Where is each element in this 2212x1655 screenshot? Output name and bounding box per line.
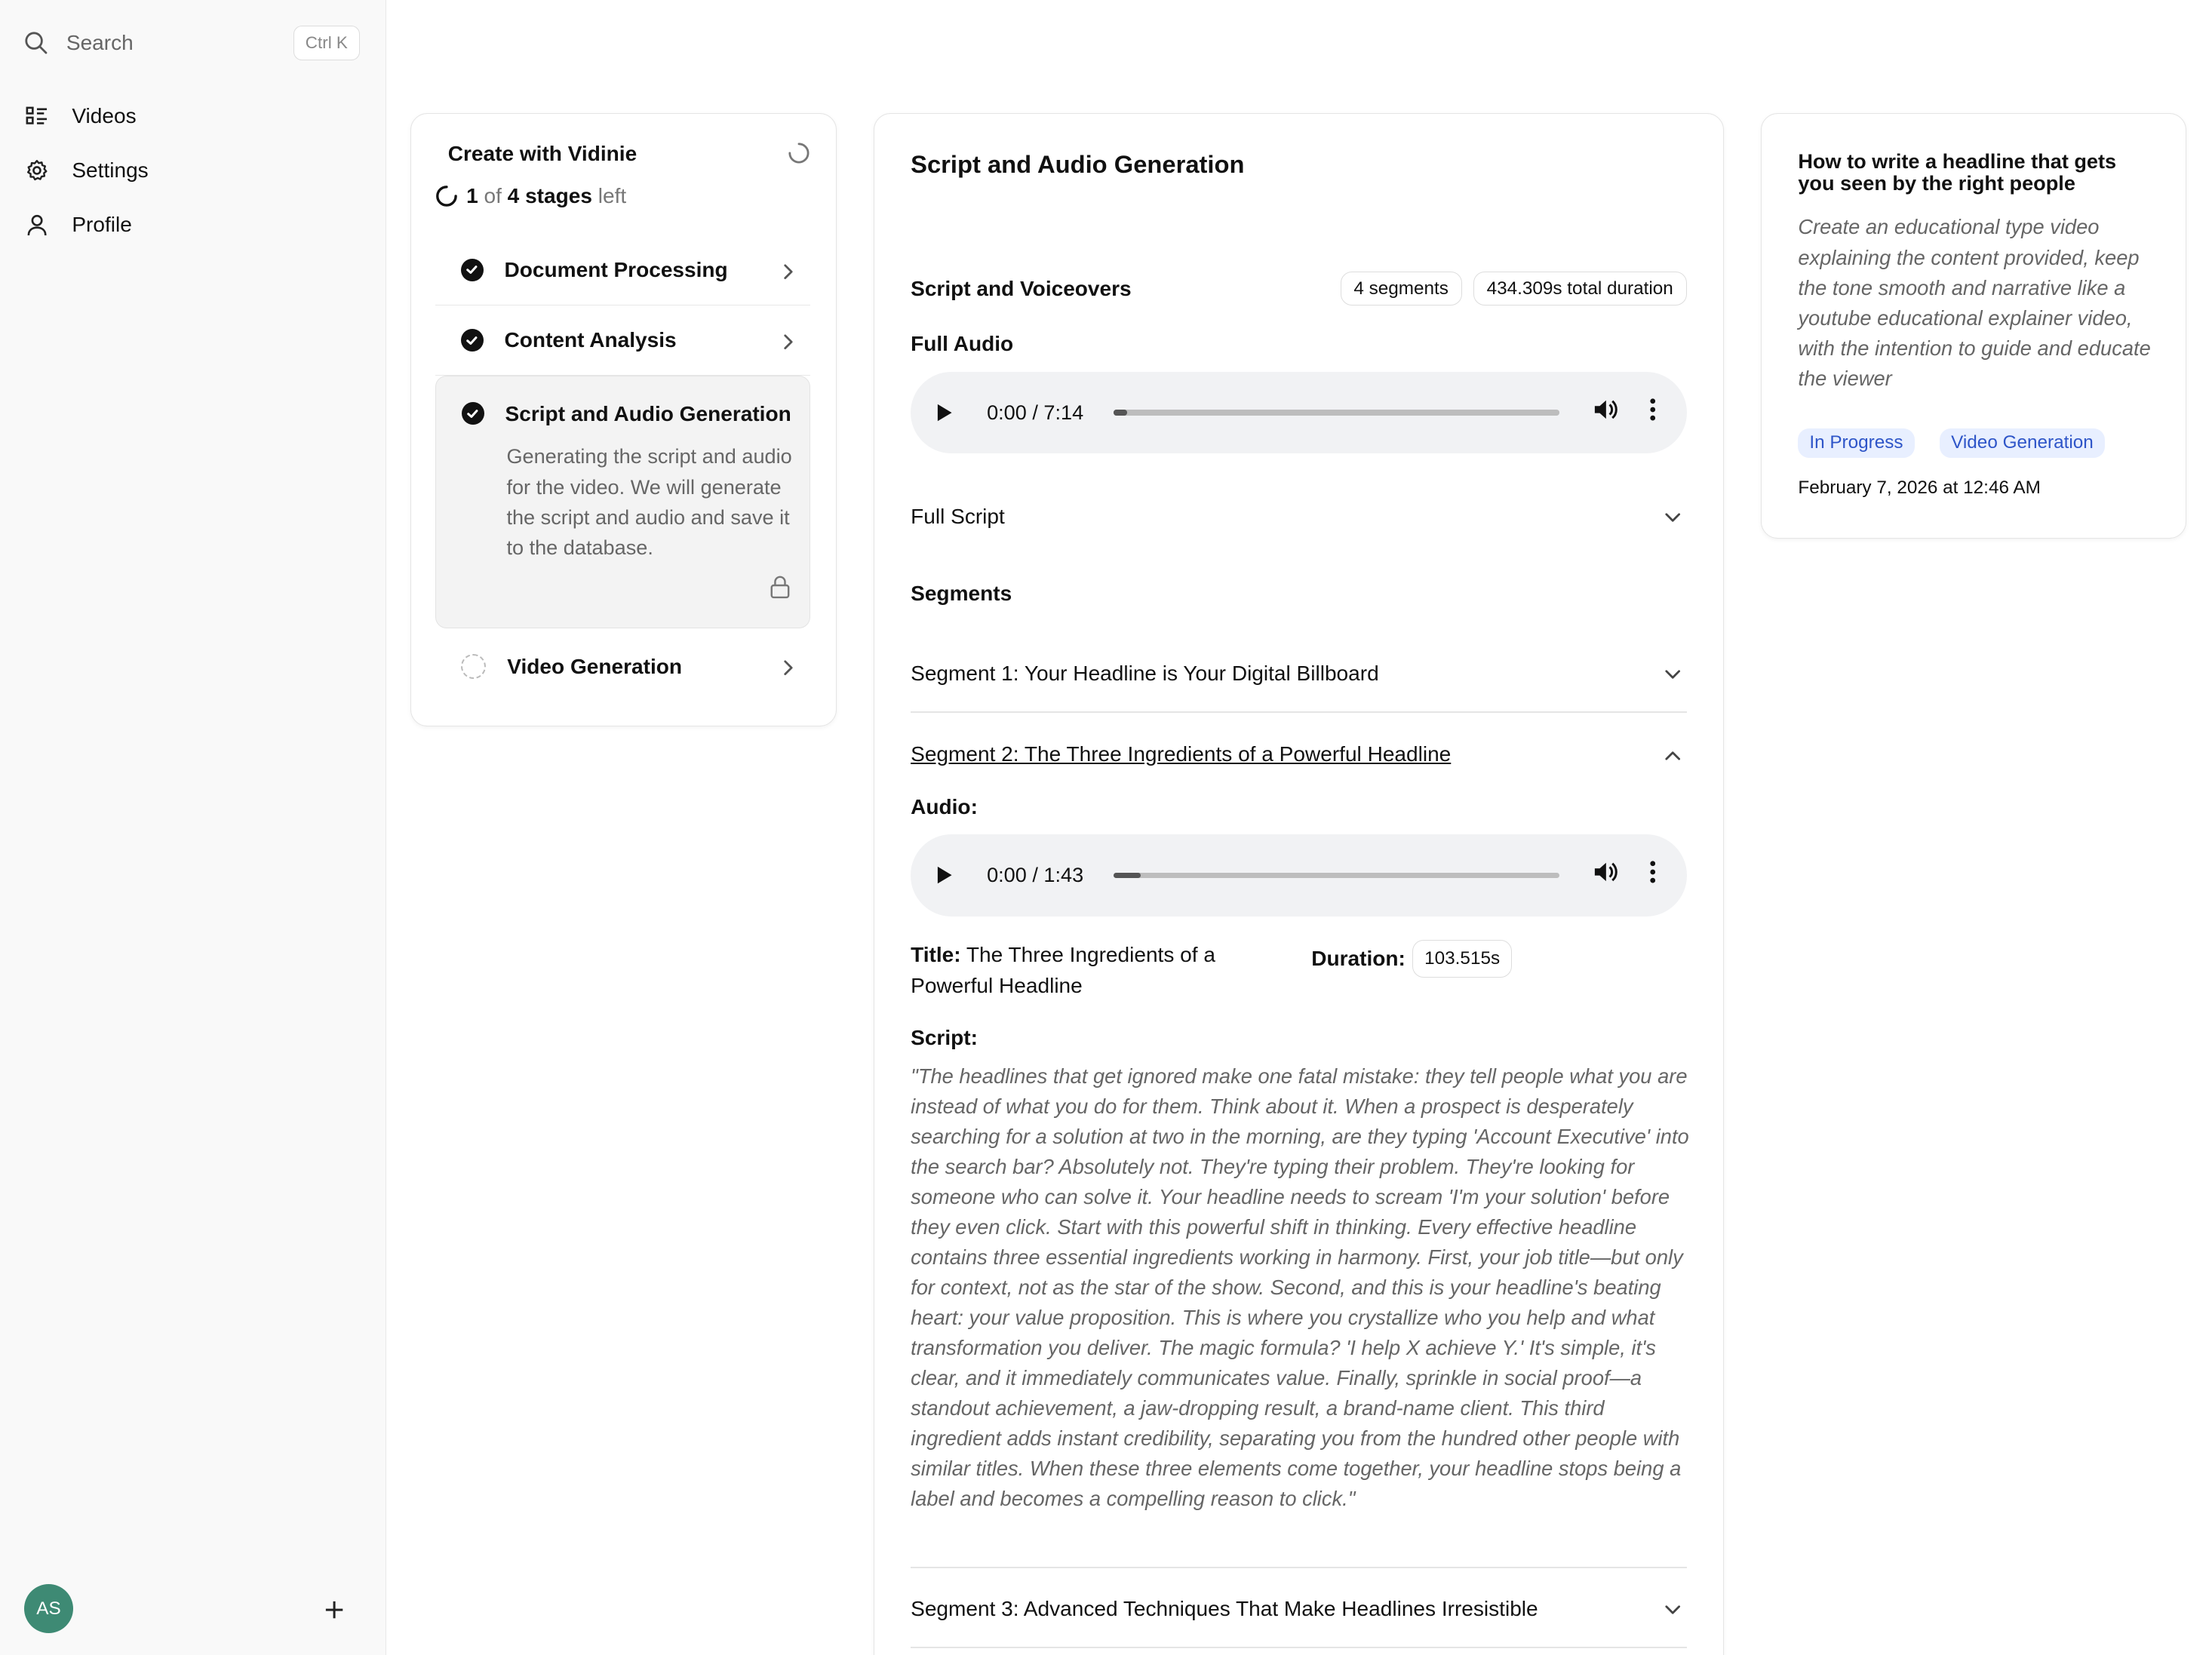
duration-key: Duration: — [1311, 947, 1406, 971]
segment-duration-field — [1311, 940, 1512, 978]
segments-label: Segments — [911, 582, 1012, 606]
sidebar — [0, 0, 386, 1655]
audio-time: 0:00 / 1:43 — [987, 863, 1084, 887]
stage-document-processing[interactable] — [435, 235, 810, 306]
segments-count-badge: 4 segments — [1341, 272, 1462, 306]
stages-card — [410, 113, 837, 726]
status-badge: In Progress — [1798, 428, 1914, 458]
audio-seek-bar[interactable] — [1114, 410, 1559, 415]
loading-spinner-icon — [788, 142, 810, 164]
audio-seek-fill — [1114, 873, 1140, 878]
full-script-accordion[interactable] — [911, 503, 1687, 531]
segment-3-accordion[interactable] — [911, 1595, 1687, 1623]
full-script-label: Full Script — [911, 505, 1005, 529]
chevron-down-icon — [1664, 1597, 1681, 1621]
play-icon[interactable] — [936, 865, 967, 885]
sidebar-item-settings[interactable] — [24, 143, 363, 198]
stage-label: Video Generation — [507, 654, 682, 678]
segment-1-accordion[interactable] — [911, 659, 1687, 687]
title-value: The Three Ingredients of a Powerful Headline — [911, 943, 1215, 997]
pending-circle-icon — [461, 654, 487, 680]
total-duration-badge: 434.309s total duration — [1473, 272, 1687, 306]
sidebar-item-label: Profile — [72, 212, 132, 236]
segment-title: Segment 3: Advanced Techniques That Make Headlines Irresistible — [911, 1596, 1538, 1620]
more-options-icon[interactable] — [1650, 398, 1655, 427]
progress-spinner-icon — [435, 185, 458, 207]
chevron-right-icon — [782, 260, 794, 286]
segment-2-accordion[interactable] — [911, 740, 1687, 768]
progress-suffix: left — [598, 184, 627, 208]
avatar[interactable]: AS — [24, 1584, 73, 1633]
full-audio-player — [911, 372, 1687, 453]
title-key: Title: — [911, 943, 961, 967]
sidebar-item-videos[interactable] — [24, 89, 363, 143]
progress-of: of — [484, 184, 502, 208]
volume-icon[interactable] — [1593, 861, 1619, 889]
chevron-up-icon — [1664, 742, 1681, 766]
stage-video-generation[interactable] — [435, 628, 810, 705]
video-description: Create an educational type video explaining the content provided, keep the tone smooth and narrative like a youtube educational explainer video, with the intention to guide and educate the viewer — [1798, 215, 2151, 390]
segment-title-field — [911, 940, 1249, 1000]
stage-script-audio-generation[interactable] — [435, 376, 810, 628]
search-label: Search — [66, 31, 134, 55]
check-circle-icon — [461, 329, 484, 352]
lock-icon[interactable] — [769, 575, 791, 605]
audio-seek-fill — [1114, 410, 1127, 415]
segment-title: Segment 2: The Three Ingredients of a Powerful Headline — [911, 742, 1452, 766]
search-bar[interactable] — [24, 24, 360, 62]
videos-list-icon — [24, 103, 50, 129]
sidebar-item-label: Videos — [72, 103, 137, 127]
segment-audio-label: Audio: — [911, 794, 978, 818]
stage-label: Document Processing — [504, 257, 728, 281]
stage-label: Content Analysis — [504, 328, 677, 352]
sidebar-nav — [24, 89, 363, 252]
check-circle-icon — [461, 259, 484, 281]
sidebar-item-profile[interactable] — [24, 198, 363, 252]
status-badges — [1798, 428, 2130, 458]
page-title: Script and Audio Generation — [911, 150, 1245, 179]
stage-badge: Video Generation — [1940, 428, 2105, 458]
progress-total: 4 stages — [507, 184, 592, 208]
chevron-down-icon — [1664, 505, 1681, 529]
full-audio-label: Full Audio — [911, 332, 1014, 356]
check-circle-icon — [462, 402, 484, 425]
chevron-down-icon — [1664, 662, 1681, 686]
script-audio-card — [874, 113, 1725, 1655]
divider — [911, 1647, 1687, 1648]
duration-badge: 103.515s — [1412, 940, 1512, 978]
more-options-icon[interactable] — [1650, 861, 1655, 889]
user-icon — [24, 212, 50, 238]
chevron-right-icon — [782, 331, 794, 357]
stages-progress — [435, 184, 626, 208]
stage-list — [435, 235, 810, 705]
chevron-right-icon — [782, 657, 794, 683]
script-label: Script: — [911, 1026, 978, 1050]
gear-icon — [24, 158, 50, 183]
divider — [911, 711, 1687, 713]
stages-title: Create with Vidinie — [447, 141, 637, 165]
segment-audio-player — [911, 834, 1687, 916]
audio-seek-bar[interactable] — [1114, 873, 1559, 878]
stage-label: Script and Audio Generation — [505, 402, 791, 426]
segment-title: Segment 1: Your Headline is Your Digital Billboard — [911, 661, 1379, 685]
plus-icon[interactable] — [320, 1595, 348, 1623]
segment-script-text: "The headlines that get ignored make one fatal mistake: they tell people what you are instead of what you do for them. Think about it. When a prospect is desperately searching for a solution at two in the morning, are they typing 'Account Executive' into the search bar? Absolutely not. They're typing their problem. They're looking for someone who can solve it. Your headline needs to scream 'I'm your solution' before they even click. Start with this powerful shift in thinking. Every effective headline contains three essential ingredients working in harmony. First, your job title—but only for context, not as the star of the show. Second, and this is your headline's beating heart: your value proposition. This is where you crystallize who you help and what transformation you deliver. The magic formula? 'I help X achieve Y.' It's simple, it's clear, and it immediately communicates value. Finally, sprinkle in social proof—a standout achievement, a jaw-dropping result, a brand-name client. This third ingredient adds instant credibility, separating you from the hundred other people with similar titles. When these three elements come together, your headline stops being a label and becomes a compelling reason to click." — [911, 1064, 1689, 1511]
progress-current: 1 — [466, 184, 478, 208]
volume-icon[interactable] — [1593, 398, 1619, 427]
play-icon[interactable] — [936, 403, 967, 422]
search-icon — [24, 30, 50, 56]
search-shortcut: Ctrl K — [293, 26, 360, 61]
audio-time: 0:00 / 7:14 — [987, 401, 1084, 425]
stage-description: Generating the script and audio for the video. We will generate the script and audio and save it to the database. — [506, 444, 792, 560]
script-voiceovers-header — [911, 272, 1687, 306]
created-date: February 7, 2026 at 12:46 AM — [1798, 477, 2041, 499]
stage-content-analysis[interactable] — [435, 306, 810, 376]
divider — [911, 1567, 1687, 1568]
sidebar-item-label: Settings — [72, 158, 149, 182]
video-title: How to write a headline that gets you seen by the right people — [1798, 149, 2117, 195]
script-voiceovers-label: Script and Voiceovers — [911, 276, 1132, 300]
video-info-card — [1761, 113, 2187, 539]
